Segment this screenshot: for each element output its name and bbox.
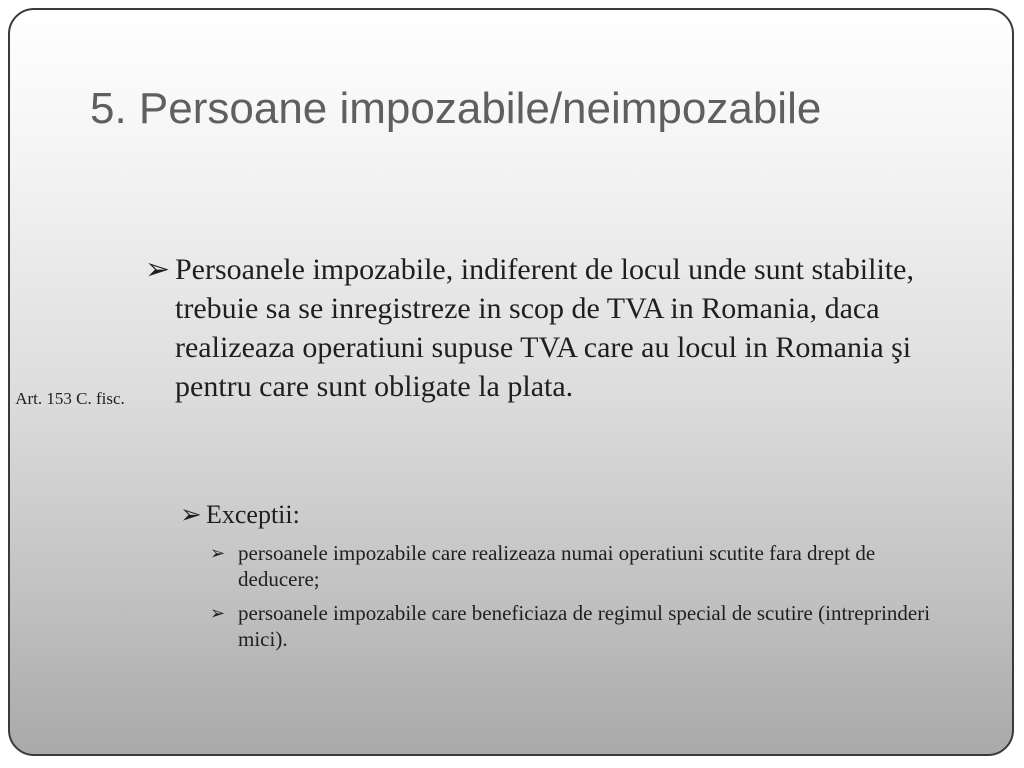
- arrow-bullet-icon: ➢: [210, 543, 226, 563]
- exceptions-list: [210, 540, 950, 660]
- list-item: [210, 540, 950, 592]
- article-reference: Art. 153 C. fisc.: [15, 389, 125, 408]
- exceptions-heading-text: Exceptii:: [206, 500, 300, 529]
- exception-text: persoanele impozabile care realizeaza numai operatiuni scutite fara drept de deducere;: [238, 541, 876, 591]
- slide: [8, 8, 1014, 756]
- arrow-bullet-icon: ➢: [180, 500, 202, 529]
- arrow-bullet-icon: ➢: [145, 253, 171, 286]
- exception-text: persoanele impozabile care beneficiaza de regimul special de scutire (intreprinderi mici).: [238, 601, 931, 651]
- exceptions-heading: [180, 498, 300, 532]
- list-item: [210, 600, 950, 652]
- arrow-bullet-icon: ➢: [210, 603, 226, 623]
- main-bullet: [145, 250, 945, 406]
- main-bullet-text: Persoanele impozabile, indiferent de locul unde sunt stabilite, trebuie sa se inregistreze in scop de TVA in Romania, daca realizeaza operatiuni supuse TVA care au locul in Romania şi pentru care sunt obligate la plata.: [175, 253, 914, 403]
- slide-title: 5. Persoane impozabile/neimpozabile: [90, 84, 822, 133]
